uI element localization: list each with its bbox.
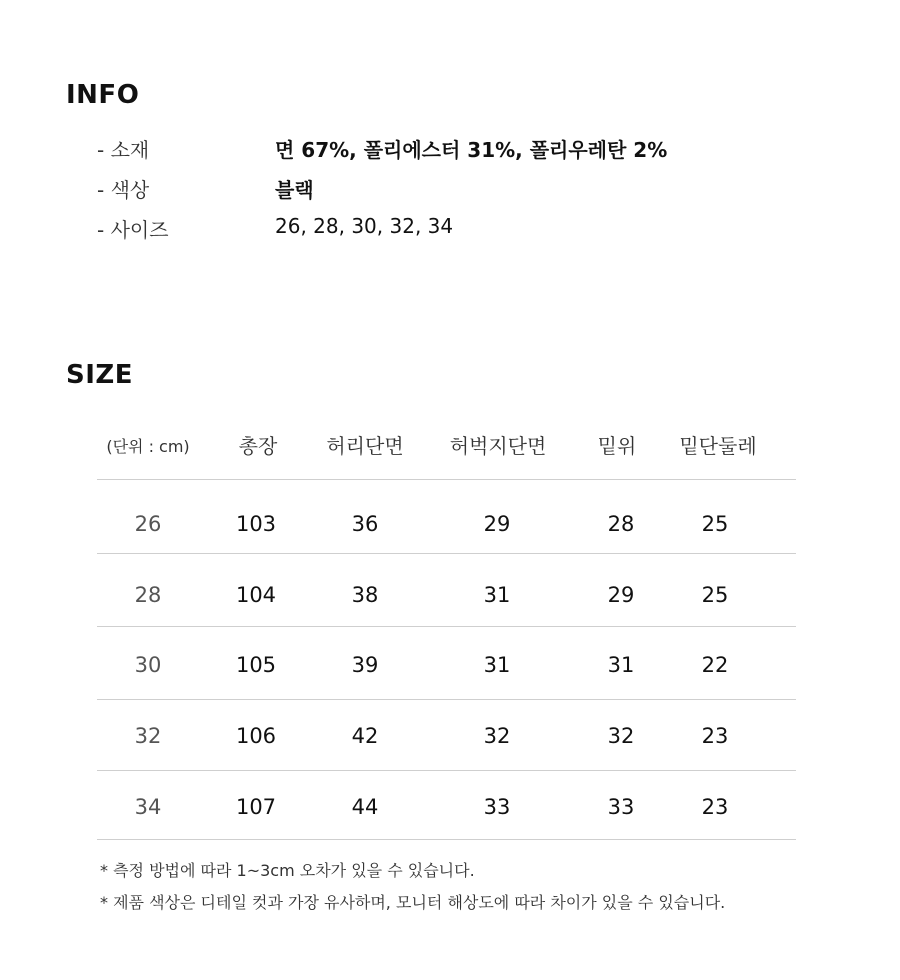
cell-size: 30 <box>134 653 162 677</box>
cell-size: 34 <box>134 795 162 819</box>
cell-total-length: 103 <box>235 512 277 536</box>
size-heading: SIZE <box>66 360 134 390</box>
cell-rise: 29 <box>607 583 635 607</box>
cell-waist: 42 <box>351 724 379 748</box>
header-unit: (단위 : cm) <box>106 437 190 456</box>
cell-total-length: 106 <box>235 724 277 748</box>
cell-total-length: 105 <box>235 653 277 677</box>
cell-hem: 22 <box>701 653 729 677</box>
cell-size: 32 <box>134 724 162 748</box>
header-thigh: 허벅지단면 <box>449 434 547 458</box>
cell-hem: 23 <box>701 795 729 819</box>
cell-waist: 39 <box>351 653 379 677</box>
cell-waist: 44 <box>351 795 379 819</box>
note-measurement: * 측정 방법에 따라 1~3cm 오차가 있을 수 있습니다. <box>100 861 475 880</box>
info-value-color: 블랙 <box>275 178 314 202</box>
cell-size: 28 <box>134 583 162 607</box>
cell-rise: 32 <box>607 724 635 748</box>
info-label-sizes: - 사이즈 <box>97 218 169 242</box>
cell-rise: 28 <box>607 512 635 536</box>
table-row <box>0 553 900 624</box>
cell-hem: 25 <box>701 583 729 607</box>
cell-total-length: 104 <box>235 583 277 607</box>
header-hem: 밑단둘레 <box>679 434 757 458</box>
header-waist: 허리단면 <box>326 434 404 458</box>
cell-thigh: 29 <box>483 512 511 536</box>
info-value-sizes: 26, 28, 30, 32, 34 <box>275 214 454 238</box>
info-heading: INFO <box>66 80 140 110</box>
cell-waist: 36 <box>351 512 379 536</box>
cell-size: 26 <box>134 512 162 536</box>
cell-waist: 38 <box>351 583 379 607</box>
info-label-color: - 색상 <box>97 178 150 202</box>
cell-thigh: 31 <box>483 653 511 677</box>
table-row <box>0 623 900 694</box>
cell-rise: 33 <box>607 795 635 819</box>
cell-hem: 25 <box>701 512 729 536</box>
table-row <box>0 482 900 553</box>
cell-rise: 31 <box>607 653 635 677</box>
info-value-material: 면 67%, 폴리에스터 31%, 폴리우레탄 2% <box>275 138 668 162</box>
cell-thigh: 31 <box>483 583 511 607</box>
table-row <box>0 765 900 836</box>
table-divider <box>97 839 796 840</box>
cell-hem: 23 <box>701 724 729 748</box>
cell-thigh: 32 <box>483 724 511 748</box>
info-label-material: - 소재 <box>97 138 150 162</box>
note-color: * 제품 색상은 디테일 컷과 가장 유사하며, 모니터 해상도에 따라 차이가 있을 수 있습니다. <box>100 893 726 912</box>
header-rise: 밑위 <box>597 434 637 458</box>
cell-thigh: 33 <box>483 795 511 819</box>
table-row <box>0 694 900 765</box>
table-divider <box>97 479 796 480</box>
header-total-length: 총장 <box>238 434 278 458</box>
cell-total-length: 107 <box>235 795 277 819</box>
